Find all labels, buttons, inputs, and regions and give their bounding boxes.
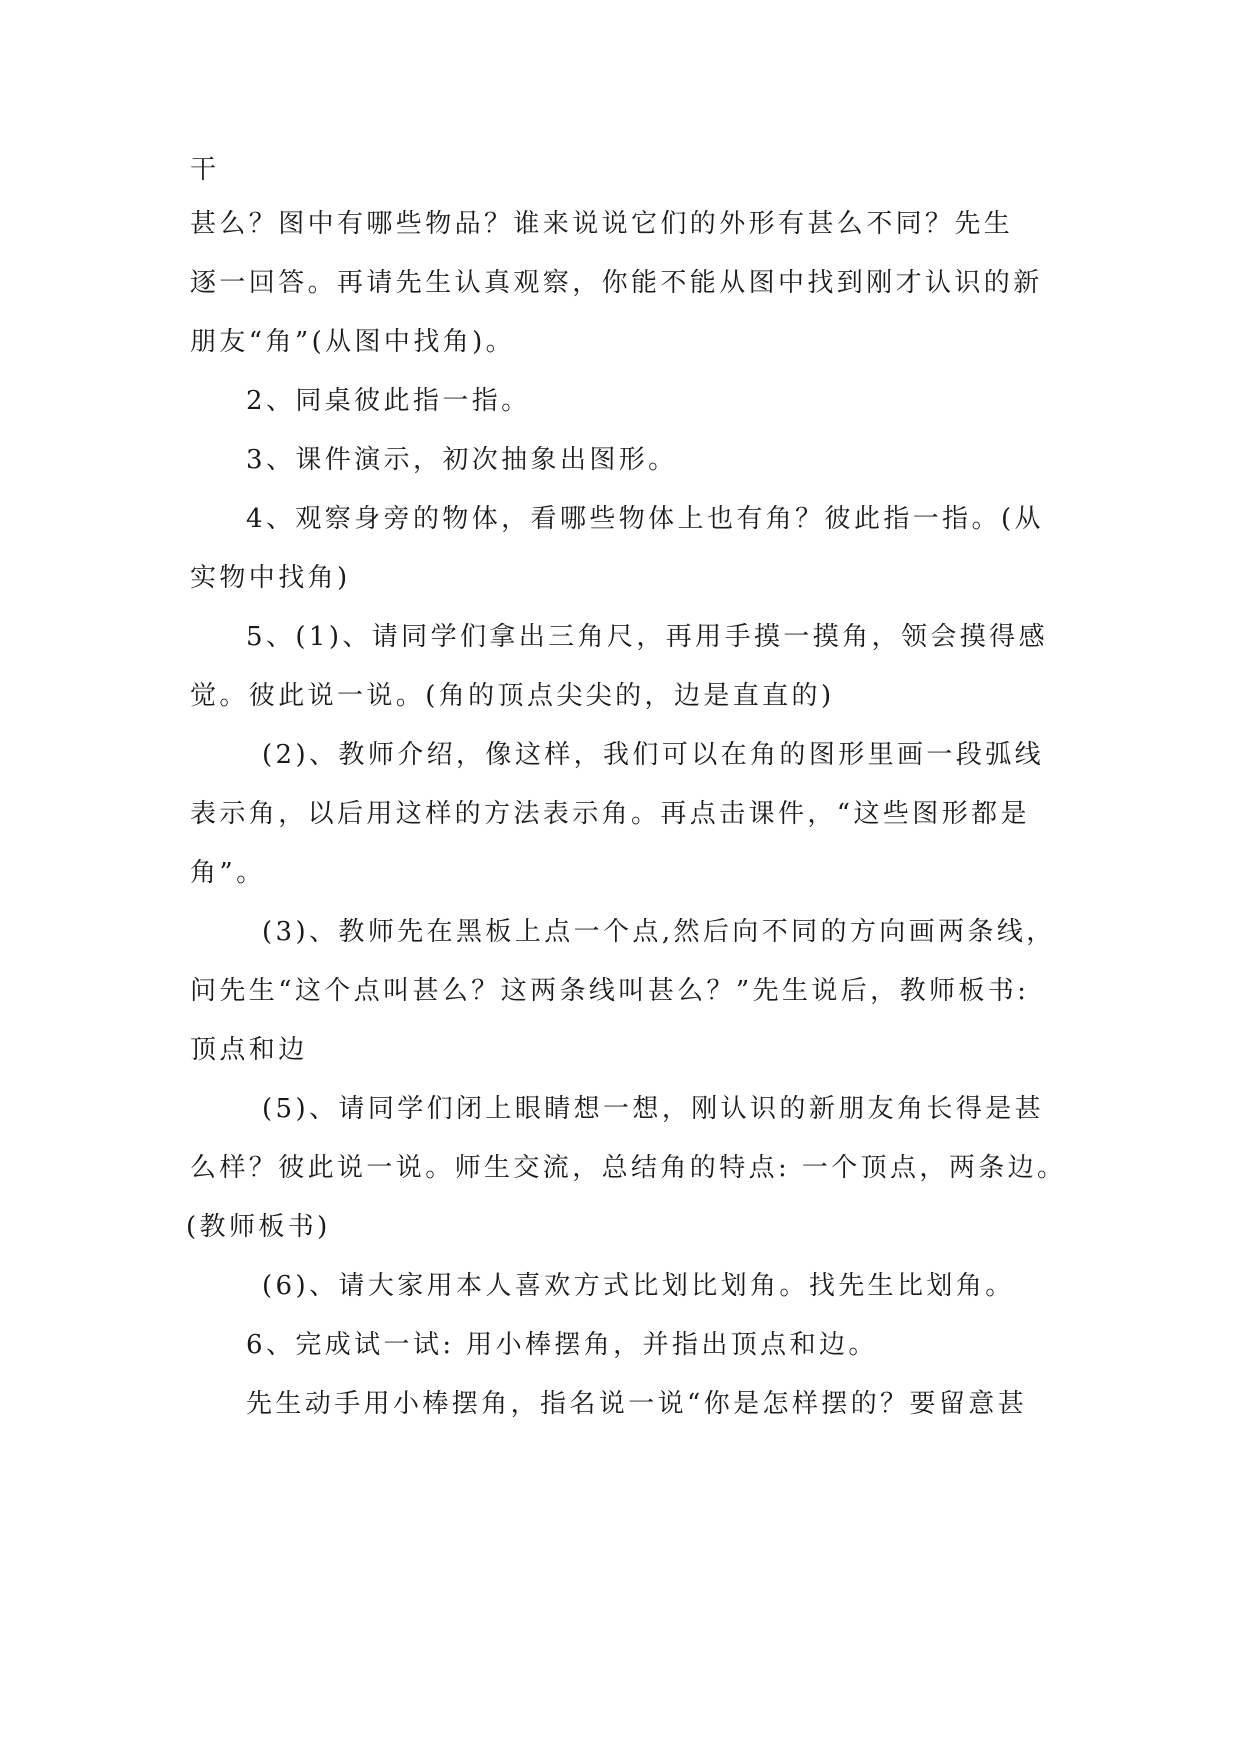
text-line: 逐一回答。再请先生认真观察，你能不能从图中找到刚才认识的新	[190, 268, 1043, 298]
text-line: (3)、教师先在黑板上点一个点,然后向不同的方向画两条线，	[262, 917, 1056, 947]
text-line: 角”。	[190, 858, 266, 888]
text-line: (教师板书)	[186, 1212, 331, 1242]
text-line: 先生动手用小棒摆角，指名说一说“你是怎样摆的？要留意甚	[246, 1389, 1028, 1419]
text-line: 实物中找角)	[190, 563, 351, 593]
text-line: 干	[190, 155, 220, 185]
text-line: (6)、请大家用本人喜欢方式比划比划角。找先生比划角。	[262, 1271, 1015, 1301]
text-line: 觉。彼此说一说。(角的顶点尖尖的，边是直直的)	[190, 681, 835, 711]
text-line: 顶点和边	[190, 1035, 308, 1065]
text-line: 甚么？图中有哪些物品？谁来说说它们的外形有甚么不同？先生	[190, 209, 1014, 239]
text-line: 2、同桌彼此指一指。	[246, 386, 531, 416]
text-line: 朋友“角”(从图中找角)。	[190, 327, 516, 357]
text-line: 4、观察身旁的物体，看哪些物体上也有角？彼此指一指。(从	[246, 504, 1044, 534]
text-line: 问先生“这个点叫甚么？这两条线叫甚么？”先生说后，教师板书:	[190, 976, 1030, 1006]
text-line: 6、完成试一试: 用小棒摆角，并指出顶点和边。	[246, 1330, 878, 1360]
text-line: (2)、教师介绍，像这样，我们可以在角的图形里画一段弧线	[262, 740, 1045, 770]
text-line: 么样？彼此说一说。师生交流，总结角的特点: 一个顶点，两条边。	[190, 1153, 1067, 1183]
text-line: 3、课件演示，初次抽象出图形。	[246, 445, 678, 475]
text-line: 5、(1)、请同学们拿出三角尺，再用手摸一摸角，领会摸得感	[246, 622, 1048, 652]
text-line: (5)、请同学们闭上眼睛想一想，刚认识的新朋友角长得是甚	[262, 1094, 1045, 1124]
text-line: 表示角，以后用这样的方法表示角。再点击课件，“这些图形都是	[190, 799, 1030, 829]
